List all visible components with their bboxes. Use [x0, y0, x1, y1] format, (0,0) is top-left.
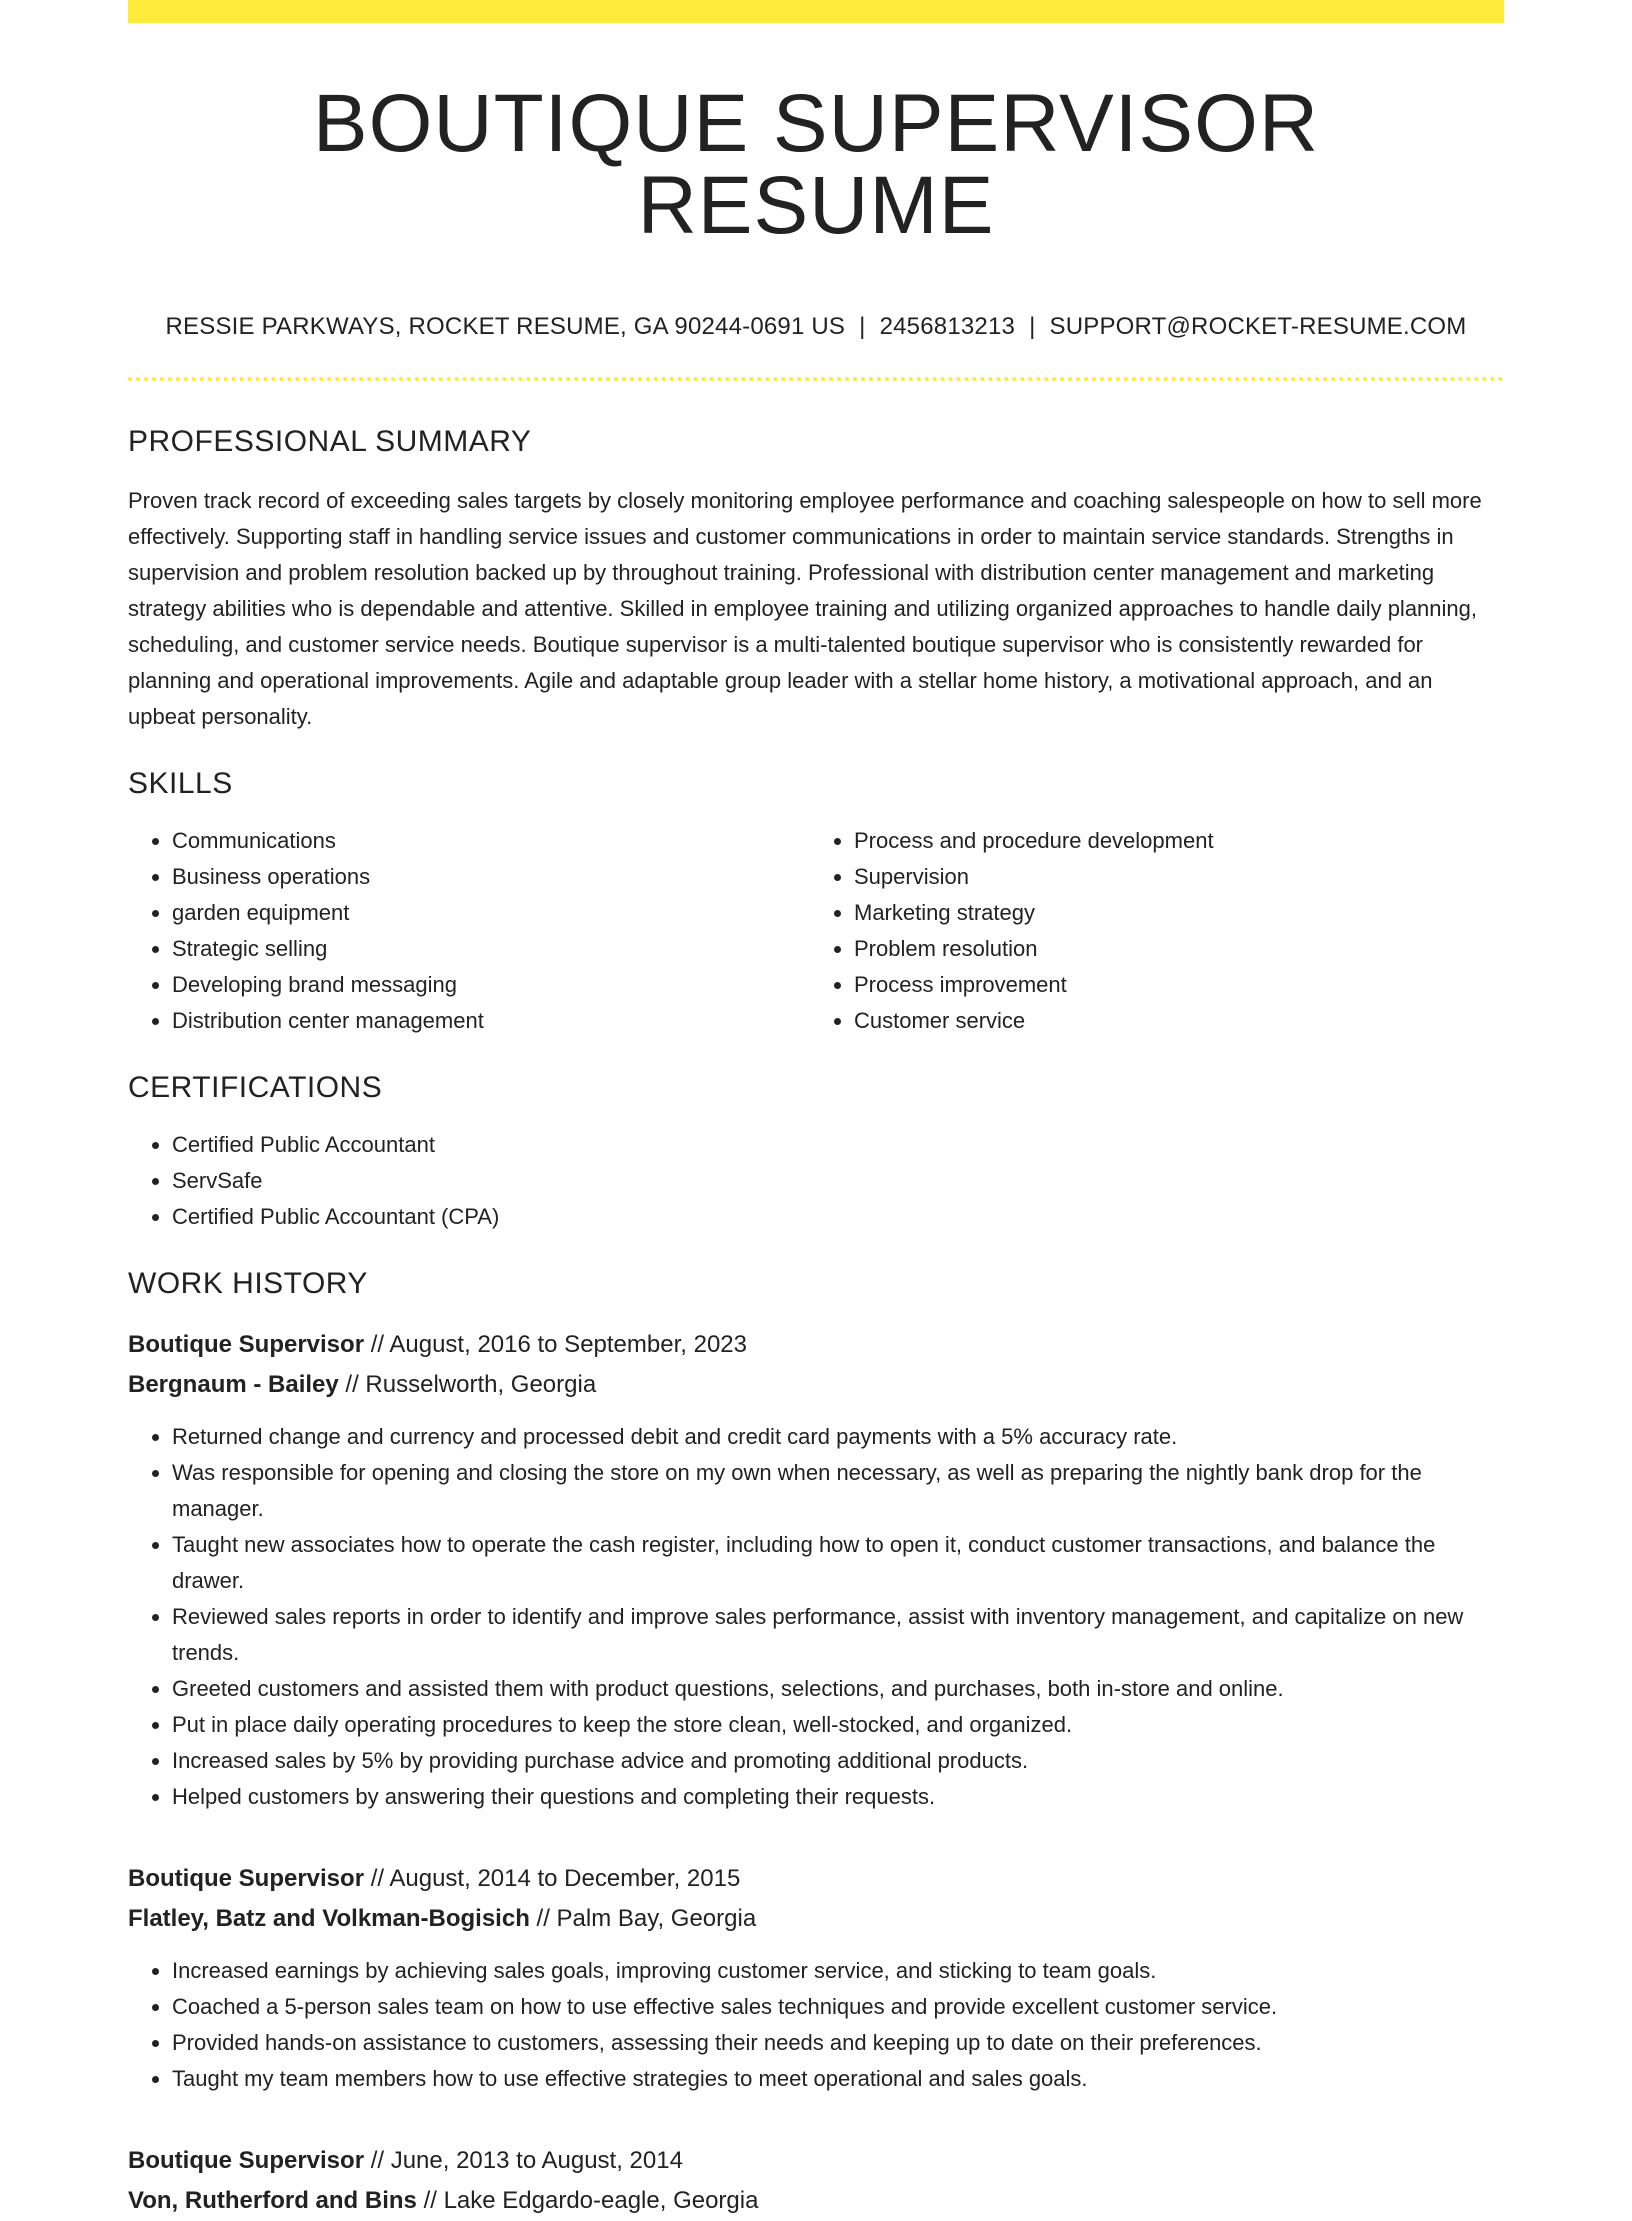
skill-item: • Distribution center management — [172, 1003, 806, 1039]
job-title-line — [128, 2141, 1504, 2181]
certifications-section — [128, 1071, 1504, 1235]
work-history-section — [128, 1267, 1504, 2221]
resume-title: BOUTIQUE SUPERVISOR RESUME — [312, 78, 1320, 251]
certification-item: • Certified Public Accountant (CPA) — [172, 1199, 1504, 1235]
job-bullet: • Taught my team members how to use effective strategies to meet operational and sales goals. — [172, 2061, 1504, 2097]
summary-section — [128, 425, 1504, 735]
job-bullet: • Greeted customers and assisted them with product questions, selections, and purchases, both in-store and online. — [172, 1671, 1504, 1707]
skill-item: • Problem resolution — [854, 931, 1488, 967]
skill-item: • Business operations — [172, 859, 806, 895]
job-dates: // August, 2014 to December, 2015 — [370, 1865, 741, 1892]
summary-text: Proven track record of exceeding sales targets by closely monitoring employee performance and coaching salespeople on how to sell more effectively. Supporting staff in handling service issues and customer communications in order to maintain service standards. Strengths in supervision and problem resolution backed up by throughout training. Professional with distribution center management and marketing strategy abilities who is dependable and attentive. Skilled in employee training and utilizing organized approaches to handle daily planning, scheduling, and customer service needs. Boutique supervisor is a multi-talented boutique supervisor who is consistently rewarded for planning and operational improvements. Agile and adaptable group leader with a stellar home history, a motivational approach, and an upbeat personality. — [128, 488, 1482, 729]
skill-item: • Communications — [172, 823, 806, 859]
job-location: // Palm Bay, Georgia — [536, 1905, 757, 1932]
job-entry — [128, 1325, 1504, 1815]
contact-separator: | — [859, 313, 866, 340]
skill-item: • Process improvement — [854, 967, 1488, 1003]
job-company-line — [128, 1899, 1504, 1939]
job-location: // Russelworth, Georgia — [345, 1371, 597, 1398]
dotted-divider — [128, 377, 1504, 381]
certifications-heading: CERTIFICATIONS — [128, 1071, 383, 1104]
contact-line — [128, 313, 1504, 341]
contact-phone: 2456813213 — [879, 313, 1016, 340]
skill-item: • Customer service — [854, 1003, 1488, 1039]
job-title: Boutique Supervisor — [128, 2147, 365, 2174]
job-company-line — [128, 1365, 1504, 1405]
job-bullet: • Increased sales by 5% by providing purchase advice and promoting additional products. — [172, 1743, 1504, 1779]
contact-separator: | — [1029, 313, 1036, 340]
job-bullet: • Provided hands-on assistance to customers, assessing their needs and keeping up to date on their preferences. — [172, 2025, 1504, 2061]
job-entry — [128, 1859, 1504, 2097]
job-title-line — [128, 1325, 1504, 1365]
job-title-line — [128, 1859, 1504, 1899]
skills-columns — [128, 823, 1504, 1039]
job-company-line — [128, 2181, 1504, 2221]
skill-item: • Marketing strategy — [854, 895, 1488, 931]
job-title: Boutique Supervisor — [128, 1865, 365, 1892]
work-history-heading: WORK HISTORY — [128, 1267, 368, 1300]
job-bullet: • Reviewed sales reports in order to identify and improve sales performance, assist with inventory management, and capitalize on new trends. — [172, 1599, 1504, 1671]
certification-item: • ServSafe — [172, 1163, 1504, 1199]
resume-page — [128, 0, 1504, 2221]
skill-item: • Strategic selling — [172, 931, 806, 967]
job-bullets — [128, 1419, 1504, 1815]
skills-list-right — [806, 823, 1488, 1039]
certifications-list — [128, 1127, 1504, 1235]
contact-email: SUPPORT@ROCKET-RESUME.COM — [1049, 313, 1467, 340]
job-bullets — [128, 1953, 1504, 2097]
certification-item: • Certified Public Accountant — [172, 1127, 1504, 1163]
job-location: // Lake Edgardo-eagle, Georgia — [423, 2187, 759, 2214]
job-dates: // June, 2013 to August, 2014 — [370, 2147, 683, 2174]
job-company: Flatley, Batz and Volkman-Bogisich — [128, 1905, 530, 1932]
job-bullet: • Increased earnings by achieving sales goals, improving customer service, and sticking to team goals. — [172, 1953, 1504, 1989]
job-bullet: • Put in place daily operating procedures to keep the store clean, well-stocked, and organized. — [172, 1707, 1504, 1743]
job-bullet: • Was responsible for opening and closing the store on my own when necessary, as well as preparing the nightly bank drop for the manager. — [172, 1455, 1504, 1527]
job-bullet: • Coached a 5-person sales team on how to use effective sales techniques and provide excellent customer service. — [172, 1989, 1504, 2025]
job-bullet: • Helped customers by answering their questions and completing their requests. — [172, 1779, 1504, 1815]
job-company: Von, Rutherford and Bins — [128, 2187, 417, 2214]
summary-heading: PROFESSIONAL SUMMARY — [128, 425, 532, 458]
job-dates: // August, 2016 to September, 2023 — [370, 1331, 747, 1358]
job-bullet: • Taught new associates how to operate the cash register, including how to open it, conduct customer transactions, and balance the drawer. — [172, 1527, 1504, 1599]
skill-item: • garden equipment — [172, 895, 806, 931]
job-bullet: • Returned change and currency and processed debit and credit card payments with a 5% accuracy rate. — [172, 1419, 1504, 1455]
skill-item: • Process and procedure development — [854, 823, 1488, 859]
skills-section — [128, 767, 1504, 1039]
top-accent-bar — [128, 0, 1504, 23]
skill-item: • Developing brand messaging — [172, 967, 806, 1003]
skills-heading: SKILLS — [128, 767, 233, 800]
contact-address: RESSIE PARKWAYS, ROCKET RESUME, GA 90244-0691 US — [165, 313, 846, 340]
job-title: Boutique Supervisor — [128, 1331, 365, 1358]
skills-list-left — [128, 823, 806, 1039]
job-company: Bergnaum - Bailey — [128, 1371, 339, 1398]
job-entry — [128, 2141, 1504, 2221]
skill-item: • Supervision — [854, 859, 1488, 895]
